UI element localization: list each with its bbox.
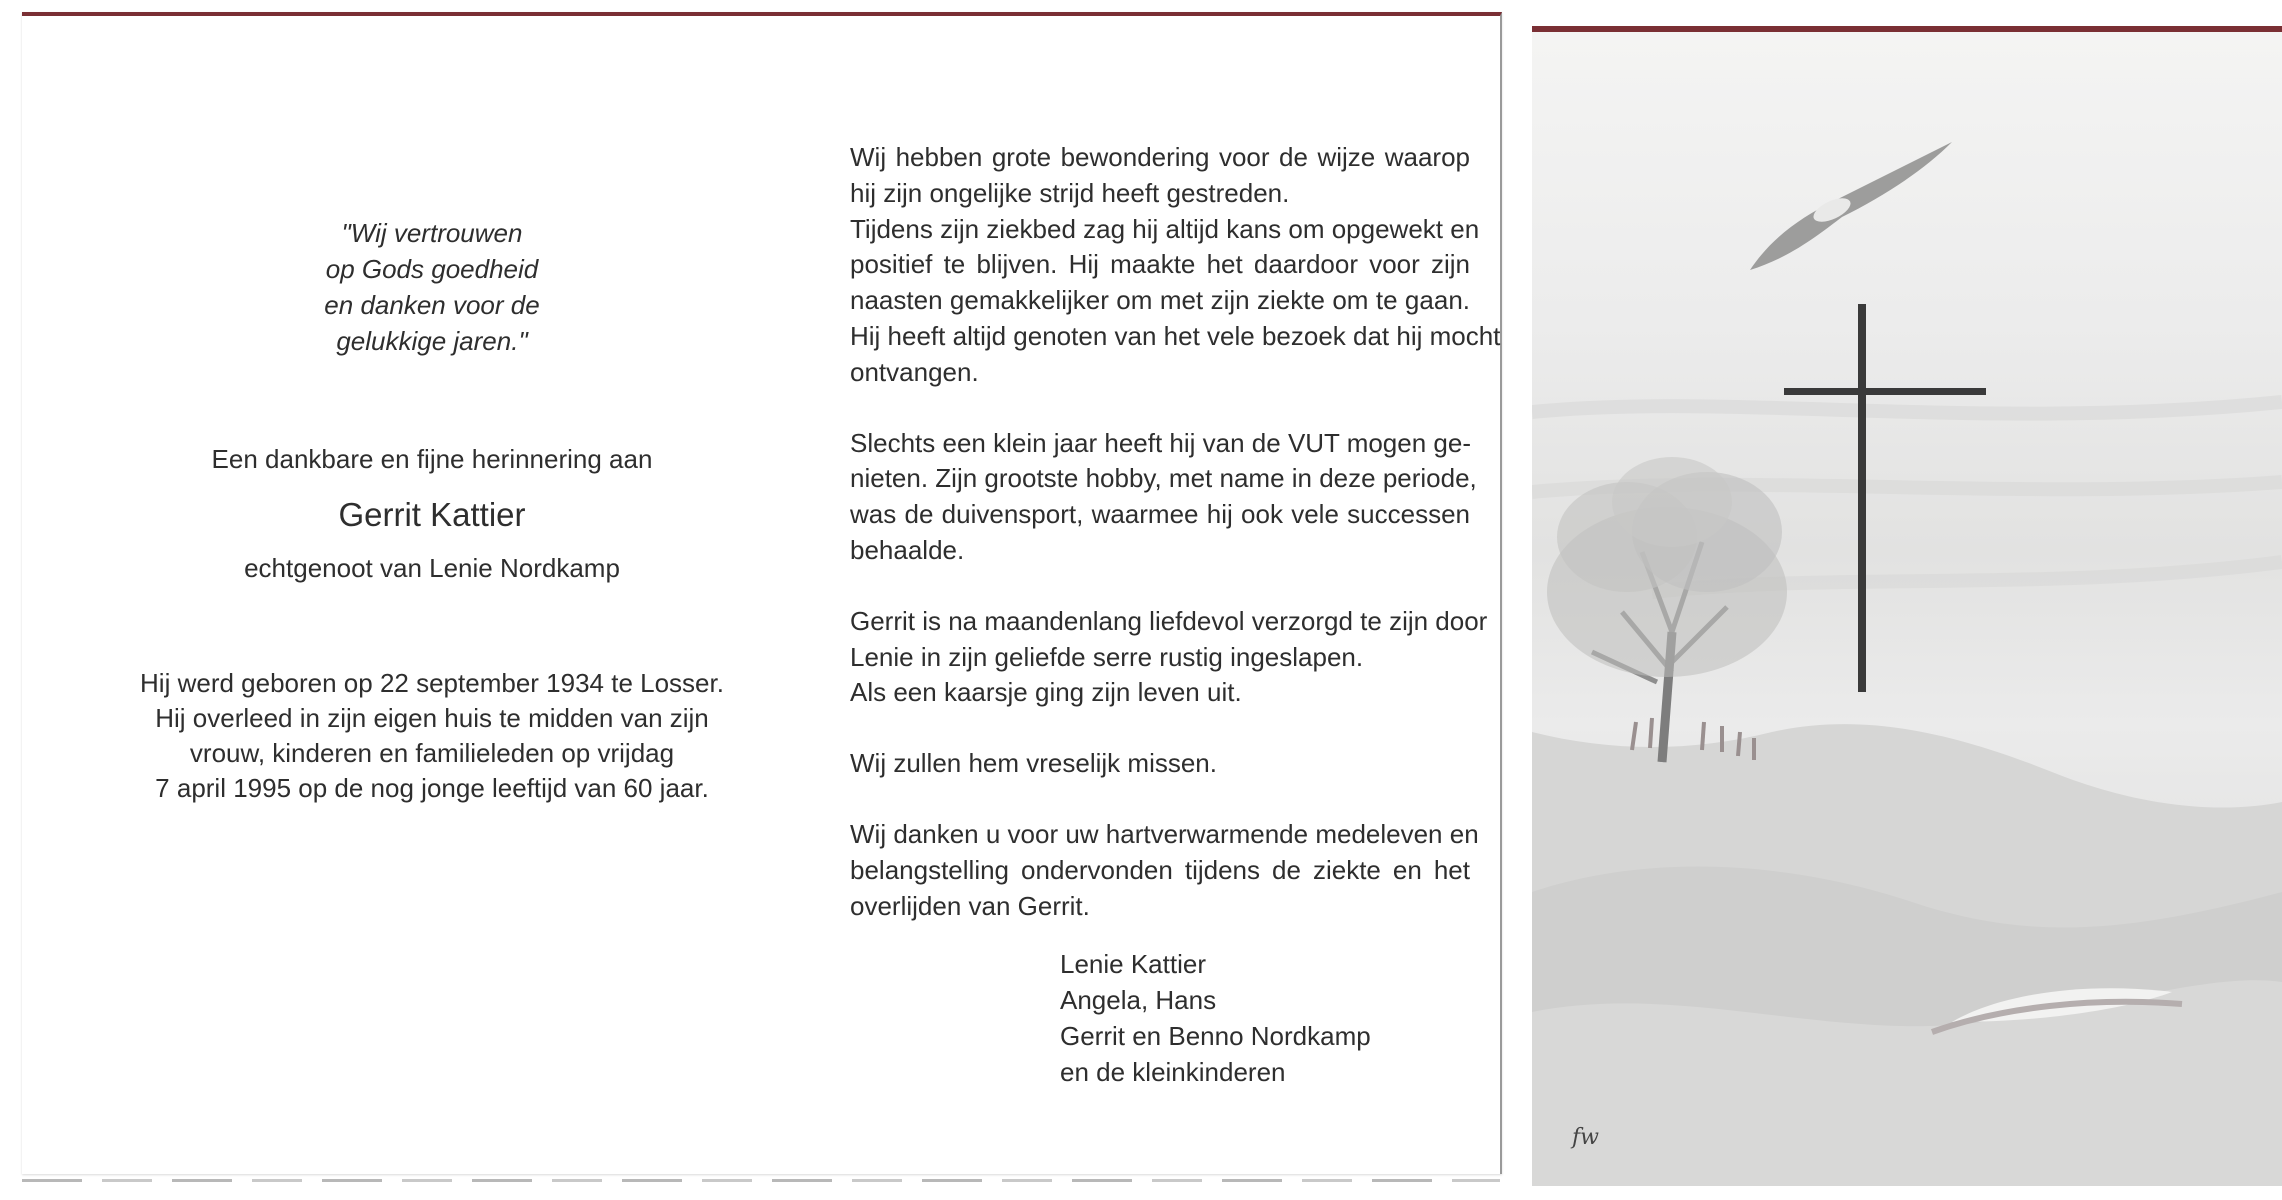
artist-signature: fw bbox=[1572, 1125, 1599, 1150]
bio-line: Hij overleed in zijn eigen huis te midden van zijn bbox=[155, 703, 709, 733]
quote-line: "Wij vertrouwen bbox=[341, 218, 523, 248]
paragraph-admiration bbox=[850, 140, 1501, 391]
deceased-name: Gerrit Kattier bbox=[338, 496, 526, 533]
cross bbox=[1784, 304, 1986, 692]
text-line: Wij danken u voor uw hartverwarmende medeleven en bbox=[850, 818, 1479, 849]
family-signature bbox=[1060, 947, 1470, 1091]
right-column bbox=[850, 140, 1501, 1091]
signature-line: en de kleinkinderen bbox=[1060, 1057, 1286, 1088]
paragraph-hobby bbox=[850, 426, 1477, 569]
text-line: Gerrit is na maandenlang liefdevol verzorgd te zijn door bbox=[850, 605, 1488, 636]
quote-line: gelukkige jaren." bbox=[336, 326, 528, 356]
text-line: Tijdens zijn ziekbed zag hij altijd kans om opgewekt en bbox=[850, 213, 1480, 244]
text-line: hij zijn ongelijke strijd heeft gestreden. bbox=[850, 177, 1290, 208]
card-edge bbox=[22, 1179, 1500, 1182]
signature-line: Angela, Hans bbox=[1060, 985, 1217, 1016]
bio-line: 7 april 1995 op de nog jonge leeftijd van 60 jaar. bbox=[155, 773, 709, 803]
quote-line: op Gods goedheid bbox=[325, 254, 539, 284]
intro-text: Een dankbare en fijne herinnering aan bbox=[211, 444, 653, 474]
bio-line: vrouw, kinderen en familieleden op vrijdag bbox=[189, 738, 675, 768]
spouse-line: echtgenoot van Lenie Nordkamp bbox=[244, 553, 620, 583]
text-line: ontvangen. bbox=[850, 356, 979, 387]
text-line: Wij zullen hem vreselijk missen. bbox=[850, 748, 1217, 779]
text-line: nieten. Zijn grootste hobby, met name in deze periode, bbox=[850, 463, 1477, 494]
paragraph-thanks bbox=[850, 817, 1479, 924]
bio-line: Hij werd geboren op 22 september 1934 te Losser. bbox=[140, 668, 724, 698]
text-line: naasten gemakkelijker om met zijn ziekte om te gaan. bbox=[850, 285, 1470, 316]
left-column bbox=[112, 216, 752, 806]
signature-line: Lenie Kattier bbox=[1060, 949, 1206, 980]
text-line: Lenie in zijn geliefde serre rustig ingeslapen. bbox=[850, 641, 1364, 672]
bird bbox=[1750, 142, 1952, 270]
text-line: Wij hebben grote bewondering voor de wijze waarop bbox=[850, 142, 1470, 172]
paragraph-passing bbox=[850, 604, 1488, 711]
biography bbox=[112, 666, 752, 806]
tree bbox=[1547, 457, 1787, 762]
quote bbox=[112, 216, 752, 360]
text-line: positief te blijven. Hij maakte het daardoor voor zijn bbox=[850, 249, 1470, 280]
memorial-card-illustration bbox=[1532, 26, 2282, 1186]
text-line: Hij heeft altijd genoten van het vele bezoek dat hij mocht bbox=[850, 320, 1501, 351]
text-line: Als een kaarsje ging zijn leven uit. bbox=[850, 677, 1242, 708]
quote-line: en danken voor de bbox=[324, 290, 540, 320]
paragraph-missing bbox=[850, 746, 1470, 782]
text-line: Slechts een klein jaar heeft hij van de VUT mogen ge- bbox=[850, 427, 1471, 458]
text-line: belangstelling ondervonden tijdens de ziekte en het bbox=[850, 854, 1470, 885]
text-line: behaalde. bbox=[850, 534, 965, 565]
memorial-card-text-page bbox=[22, 12, 1502, 1174]
signature-line: Gerrit en Benno Nordkamp bbox=[1060, 1021, 1371, 1052]
landscape-illustration bbox=[1532, 32, 2282, 1186]
text-line: was de duivensport, waarmee hij ook vele successen bbox=[850, 499, 1470, 530]
text-line: overlijden van Gerrit. bbox=[850, 890, 1090, 921]
